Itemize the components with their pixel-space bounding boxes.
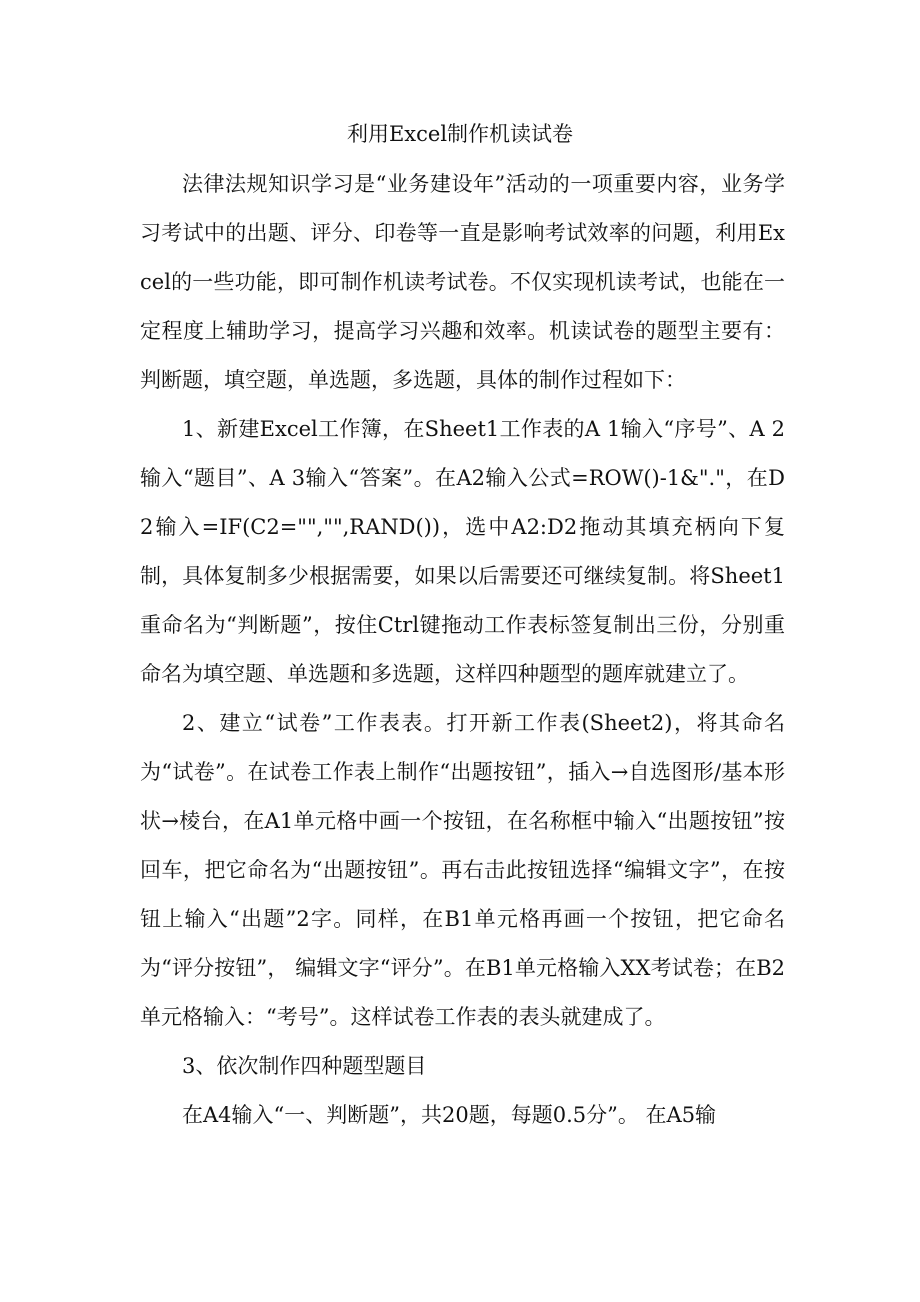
step-3-heading: 3、依次制作四种题型题目 bbox=[182, 1054, 427, 1078]
step-2-paragraph: 2、建立“试卷”工作表表。打开新工作表(Sheet2)，将其命名为“试卷”。在试卷工作表上制作“出题按钮”，插入→自选图形/基本形状→棱台，在A1单元格中画一个按钮，在名称框中输入“出题按钮”按回车，把它命名为“出题按钮”。再右击此按钮选择“编辑文字”，在按钮上输入“出题”2字。同样，在B1单元格再画一个按钮，把它命名为“评分按钮”， 编辑文字“评分”。在B1单元格输入XX考试卷；在B2单元格输入：“考号”。这样试卷工作表的表头就建成了。 bbox=[140, 711, 785, 1029]
document-title: 利用Excel制作机读试卷 bbox=[346, 122, 574, 146]
intro-paragraph: 法律法规知识学习是“业务建设年”活动的一项重要内容，业务学习考试中的出题、评分、印卷等一直是影响考试效率的问题，利用Excel的一些功能，即可制作机读考试卷。不仅实现机读考试，也能在一定程度上辅助学习，提高学习兴趣和效率。机读试卷的题型主要有：判断题，填空题，单选题，多选题，具体的制作过程如下： bbox=[140, 172, 785, 392]
step-3-paragraph: 在A4输入“一、判断题”，共20题，每题0.5分”。 在A5输 bbox=[182, 1103, 717, 1127]
document-body bbox=[140, 160, 785, 1140]
step-1-paragraph: 1、新建Excel工作簿，在Sheet1工作表的A 1输入“序号”、A 2输入“题目”、A 3输入“答案”。在A2输入公式=ROW()-1&"."，在D2输入=IF(C2="","",RAND())，选中A2:D2拖动其填充柄向下复制，具体复制多少根据需要，如果以后需要还可继续复制。将Sheet1重命名为“判断题”，按住Ctrl键拖动工作表标签复制出三份，分别重命名为填空题、单选题和多选题，这样四种题型的题库就建立了。 bbox=[140, 417, 785, 686]
